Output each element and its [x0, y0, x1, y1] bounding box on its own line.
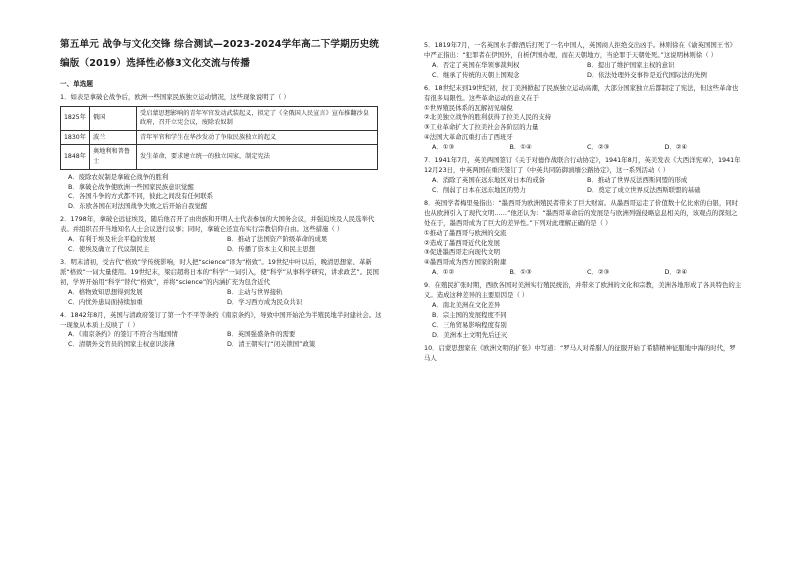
option: D．②④	[664, 268, 688, 277]
top-margin	[424, 0, 742, 38]
option: D．清王朝实行“闭关锁国”政策	[227, 340, 316, 349]
option: B．①③	[509, 268, 532, 277]
option: B．①④	[509, 143, 532, 152]
option: B．提出了维护国家主权的意识	[587, 60, 675, 69]
table-cell-country: 奥地利和普鲁士	[90, 145, 137, 169]
table-cell-desc: 受启蒙思想影响的青年军官发动武装起义，拟定了《全俄国人民宣言》宣布推翻沙皇政府，召开立宪会议，废除农奴制	[137, 106, 378, 130]
question-stem: 4．1842年8月，英国与清政府签订了第一个不平等条约《南京条约》，导致中国开始沦为半殖民地半封建社会。这一现象从本质上反映了（ ）	[60, 310, 382, 329]
table-row	[61, 130, 378, 145]
table-row	[61, 145, 378, 169]
statement-item: ③工业革命扩大了拉美社会各阶层的力量	[424, 123, 539, 132]
table-cell-desc: 发生革命，要求建立统一的独立国家，制定宪法	[137, 145, 378, 169]
table-cell-year: 1830年	[61, 130, 90, 145]
table-cell-year: 1825年	[61, 106, 90, 130]
option-list	[424, 301, 742, 341]
option: A．①③	[432, 143, 455, 152]
option: C．继承了传统的天朝上国观念	[432, 70, 520, 79]
question-4	[60, 311, 386, 351]
table-cell-country: 俄国	[90, 106, 137, 130]
question-5	[424, 41, 742, 81]
option: D．东欧各国在对法国战争失败之后开始自我觉醒	[68, 202, 208, 211]
statement-item: ①推动了墨西哥与欧洲的交流	[424, 228, 507, 237]
question-stem: 2．1798年，拿破仑远征埃及，随后他召开了由贵族和开明人士代表参加的大国务会议，并强迫埃及人民选举代表。并组织召开当地知名人士会议进行议事；同时，拿破仑还宣布实行宗教信仰自由。这些措施（ ）	[60, 215, 375, 234]
option: C．②③	[587, 143, 610, 152]
statement-item: ①世界殖民体系的瓦解初见端倪	[424, 103, 513, 112]
option: C．削弱了日本在远东地区的势力	[432, 185, 526, 194]
question-1-table	[60, 106, 378, 170]
option: D．②④	[664, 143, 688, 152]
question-stem: 7．1941年7月，英美两国签订《关于对德作战联合行动协定》，1941年8月，英美发表《大西洋宪章》，1941年12月23日，中英两国在重庆签订了《中英共同防御滇缅公路协定》，这一系列活动（ ）	[424, 156, 741, 175]
option-list	[424, 268, 742, 278]
question-6	[424, 84, 742, 153]
option: A．格物致知思想得到发展	[68, 287, 143, 296]
option: C．②③	[587, 268, 610, 277]
table-cell-year: 1848年	[61, 145, 90, 169]
option: A．有利于埃及社会平稳的发展	[68, 235, 156, 244]
option: A．消除了英国在远东地区对日本的戒备	[432, 175, 546, 184]
question-stem: 3．明末清初，受古代“格致”学传统影响，时人把“science”译为“格致”。19世纪中叶以后，晚清思想家、革新派“格致”一词大量使用。19世纪末，梁启超将日本的“科学”一词引入，使“科学”从事科学研究，讲求政艺”。民国初，学界开始用“科学”替代“格致”，并将“science”的内涵扩充为包含近代	[60, 257, 379, 286]
option: A．①②	[432, 268, 455, 277]
statement-item: ②造成了墨西哥近代化发展	[424, 238, 501, 247]
option-list	[424, 143, 742, 153]
right-column	[424, 0, 742, 562]
option: B．英国强盛条件的需要	[227, 330, 296, 339]
page-title: 第五单元 战争与文化交锋 综合测试—2023-2024学年高二下学期历史统编版（2019）选择性必修3文化交流与传播	[60, 39, 380, 69]
option-list	[60, 235, 386, 255]
question-9	[424, 281, 742, 341]
statement-item: ④墨西哥成为西方国家的附庸	[424, 258, 507, 267]
option: D．美洲本土文明先后迁灭	[432, 330, 508, 339]
question-1	[60, 93, 386, 213]
option-list	[424, 176, 742, 196]
question-3	[60, 258, 386, 308]
section-heading: 一、单选题	[60, 80, 93, 89]
option: B．拿破仑战争使欧洲一些国家民族意识觉醒	[68, 182, 194, 191]
option: D．奠定了成立世界反法西斯联盟的基础	[587, 185, 701, 194]
option: B．推动了法国资产阶级革命的成果	[227, 235, 328, 244]
option-list	[60, 288, 386, 308]
option: A．南北美洲在文化差异	[432, 301, 501, 310]
option: C．三角贸易影响程度有别	[432, 320, 507, 329]
option: C．内忧外患局面持续加重	[68, 297, 143, 306]
question-stem: 1．如表是拿破仑战争后，欧洲一些国家民族独立运动情况，这些现象说明了（ ）	[60, 92, 290, 101]
statement-item: ②北美独立战争的胜利获得了拉美人民的支持	[424, 113, 552, 122]
question-8	[424, 199, 742, 278]
question-7	[424, 156, 742, 196]
option: C．使埃及确立了代议制民主	[68, 245, 150, 254]
question-2	[60, 215, 386, 255]
option-list	[424, 61, 742, 81]
option: A．《南京条约》的签订不符合当地国情	[68, 330, 178, 339]
option: A．否定了英国在华领事裁判权	[432, 60, 520, 69]
option-list	[60, 330, 386, 350]
left-column	[60, 0, 386, 562]
question-stem: 5．1819年7月，一名英国水手醉酒后打死了一名中国人，英国商人拒绝交出凶手。林则徐在《谕英国国王书》中严正指出：“犯罪者在伊国外，自析伊国办理，而在天朝地方，当论罪于天朝处死。”这说明林则徐（ ）	[424, 41, 736, 59]
option: D．传播了资本主义和民主思想	[227, 245, 315, 254]
statement-item: ④法国大革命沉重打击了西班牙	[424, 133, 513, 142]
question-stem: 6．18世纪末到19世纪初，拉丁美洲掀起了民族独立运动高潮，大部分国家独立后都制定了宪法，但这些革命也有很多局限性。这些革命运动的意义在于	[424, 83, 739, 102]
option: B．宗主国的发展程度不同	[432, 310, 507, 319]
option: D．学习西方成为民众共识	[227, 297, 303, 306]
option: D．依法处理外交事件是近代国际法的先例	[587, 70, 707, 79]
option: A．废除农奴制是拿破仑战争的胜利	[68, 172, 169, 181]
table-cell-country: 波兰	[90, 130, 137, 145]
option: B．主动与世界接轨	[227, 287, 283, 296]
question-10	[424, 344, 742, 364]
option: C．各国斗争的方式都不同，彼此之间没有任何联系	[68, 192, 214, 201]
table-cell-desc: 青年军官和学生在华沙发动了争取民族独立的起义	[137, 130, 378, 145]
table-row	[61, 106, 378, 130]
question-stem: 9．在殖民扩张时期，西欧各国对美洲实行殖民统治，并带来了欧洲的文化和宗教，美洲各地形成了各具特色的主义。造成这种差异的主要原因是（ ）	[424, 281, 742, 300]
option-list	[60, 173, 386, 213]
question-stem: 10．启蒙思想家在《欧洲文明的扩张》中写道：“罗马人对希腊人的征服开始了希腊精神征服地中海的时代，罗马人	[424, 343, 736, 362]
option: C．清朝外交官员的国家主权意识淡薄	[68, 340, 175, 349]
question-stem: 8．英国学者梅里曼指出：“墨西哥为欧洲殖民者带来了巨大财富。从墨西哥运走了价值数十亿比索的白银，同时也从欧洲引入了现代文明……”他还认为：“墨西哥革命后的发展是与欧洲列强侵略息息相关的，该观点的深刻之处在于，墨西哥成为了巨大的差异性。”下列对此理解正确的是（ ）	[424, 198, 739, 227]
option: B．推动了世界反法西斯同盟的形成	[587, 175, 688, 184]
statement-item: ③促进墨西哥走向现代文明	[424, 248, 501, 257]
